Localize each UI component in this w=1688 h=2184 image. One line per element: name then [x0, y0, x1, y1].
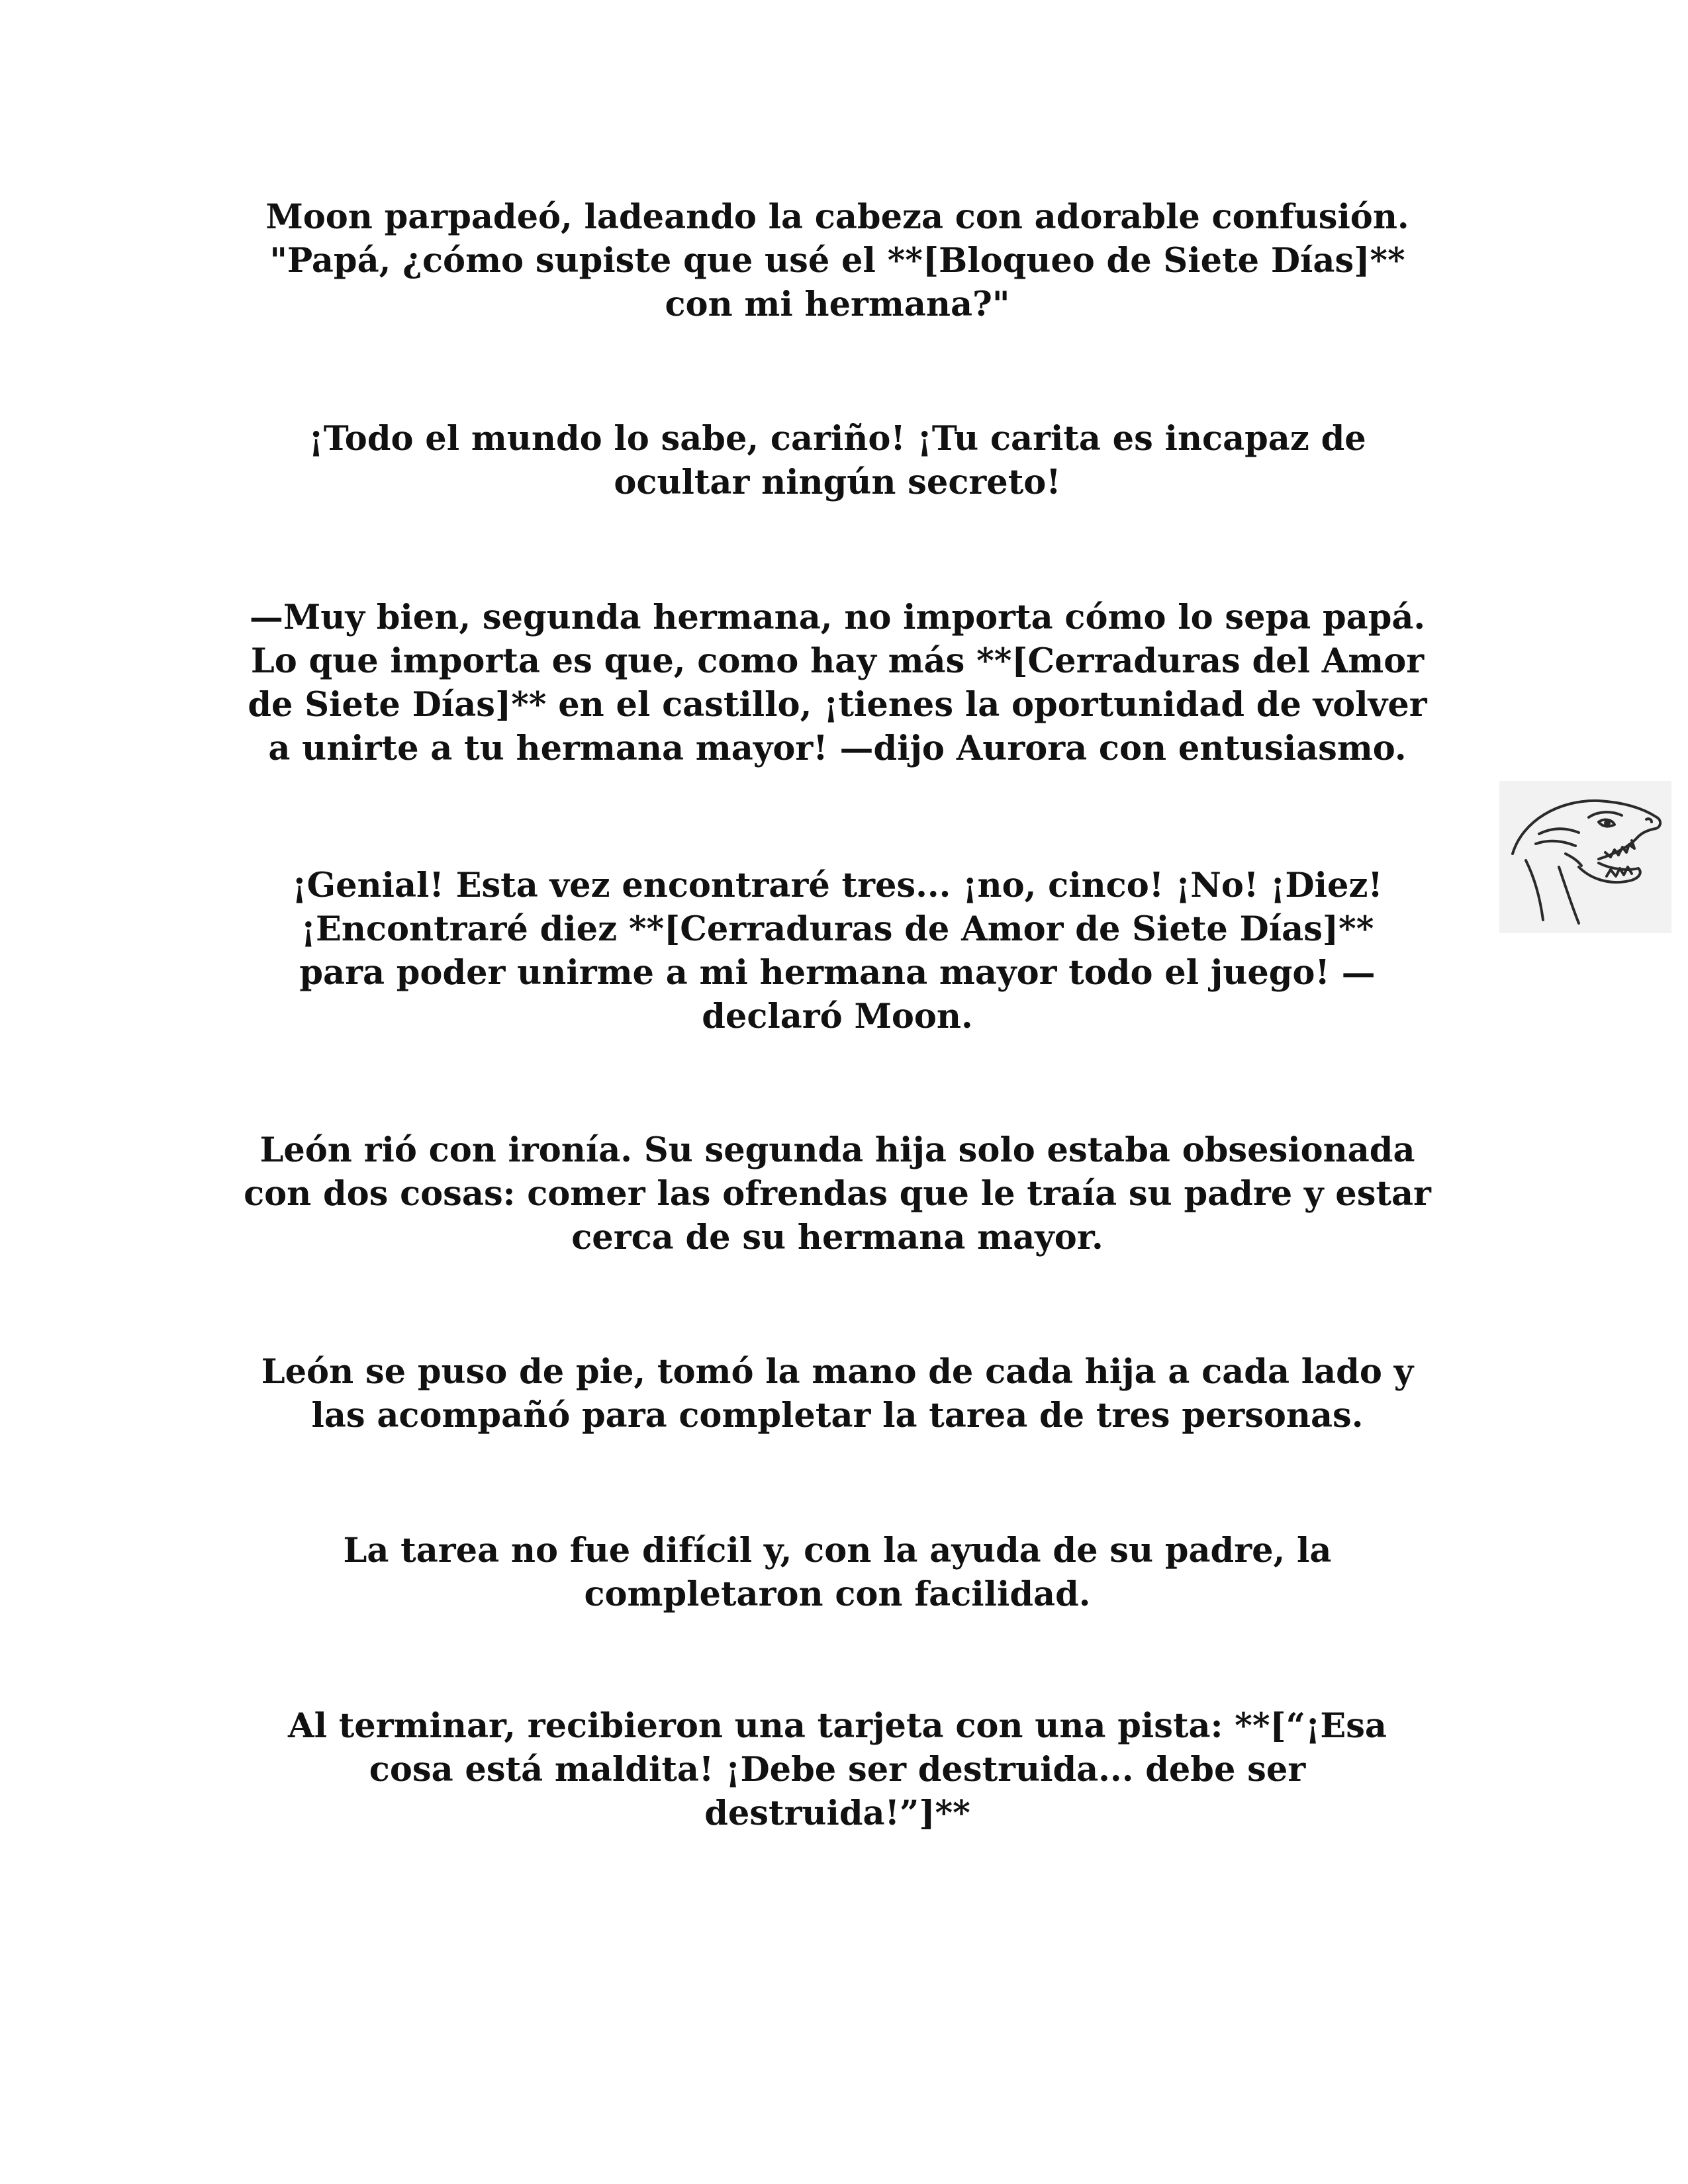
- dinosaur-head-sketch-icon: [1499, 781, 1671, 933]
- paragraph-6: León se puso de pie, tomó la mano de cada hija a cada lado y las acompañó para completar la tarea de tres personas.: [261, 1352, 1414, 1435]
- paragraph-3: —Muy bien, segunda hermana, no importa cómo lo sepa papá. Lo que importa es que, como hay más **[Cerraduras del Amor de Siete Días]** en el castillo, ¡tienes la oportunidad de volver a unirte a tu hermana mayor! —dijo Aurora con entusiasmo.: [248, 598, 1427, 768]
- paragraph-2: ¡Todo el mundo lo sabe, cariño! ¡Tu carita es incapaz de ocultar ningún secreto!: [308, 419, 1366, 502]
- paragraph-5: León rió con ironía. Su segunda hija solo estaba obsesionada con dos cosas: comer las ofrendas que le traía su padre y estar cerca de su hermana mayor.: [244, 1130, 1431, 1257]
- paragraph-1: Moon parpadeó, ladeando la cabeza con adorable confusión. "Papá, ¿cómo supiste que usé el **[Bloqueo de Siete Días]** con mi hermana?": [265, 197, 1409, 324]
- paragraph-4: ¡Genial! Esta vez encontraré tres... ¡no, cinco! ¡No! ¡Diez! ¡Encontraré diez **[Cerraduras de Amor de Siete Días]** para poder unirme a mi hermana mayor todo el juego! — declaró Moon.: [292, 866, 1383, 1036]
- paragraph-8: Al terminar, recibieron una tarjeta con una pista: **[“¡Esa cosa está maldita! ¡Debe ser destruida... debe ser destruida!”]**: [288, 1706, 1387, 1833]
- paragraph-7: La tarea no fue difícil y, con la ayuda de su padre, la completaron con facilidad.: [343, 1531, 1332, 1614]
